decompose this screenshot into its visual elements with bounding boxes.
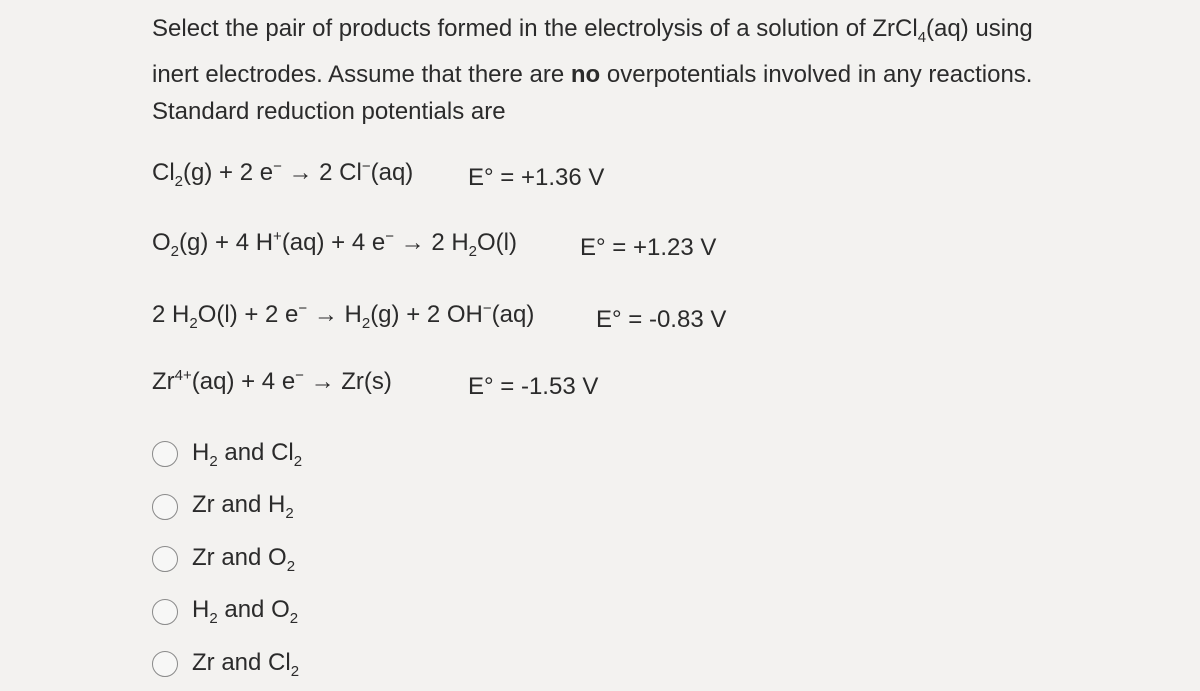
subscript: 2 [289, 610, 299, 628]
opt-text: H [192, 596, 210, 624]
radio-button[interactable] [152, 494, 178, 520]
radio-button[interactable] [152, 441, 178, 467]
option-zr-and-h2[interactable] [152, 481, 302, 534]
potential-value: E° = -1.53 V [468, 373, 599, 400]
eq-text: O [152, 229, 171, 256]
potential-value: E° = +1.36 V [468, 164, 605, 191]
option-label [192, 439, 302, 470]
eq-text: → H [307, 301, 362, 328]
superscript: − [482, 300, 492, 317]
option-label [192, 491, 294, 522]
subscript: 2 [285, 505, 294, 523]
opt-text: Zr and O [192, 543, 287, 571]
superscript: − [273, 158, 282, 175]
subscript: 2 [209, 610, 218, 628]
eq-text: (g) + 2 e [183, 159, 274, 186]
question-line-1-end: (aq) using [926, 15, 1033, 42]
question-line-1 [152, 10, 1152, 56]
answer-options [152, 428, 302, 691]
opt-text: and Cl [217, 438, 294, 466]
superscript: 4+ [174, 367, 192, 384]
equation-water-reduction [152, 300, 727, 333]
subscript: 2 [468, 243, 478, 260]
opt-text: Zr and Cl [192, 648, 291, 676]
option-zr-and-cl2[interactable] [152, 638, 302, 691]
option-h2-and-cl2[interactable] [152, 428, 302, 481]
eq-text: O(l) [477, 229, 517, 256]
potential-value: E° = +1.23 V [580, 234, 717, 261]
option-zr-and-o2[interactable] [152, 533, 302, 586]
equation-oxygen [152, 228, 717, 261]
superscript: − [361, 158, 371, 175]
subscript: 4 [917, 29, 927, 46]
opt-text: H [192, 438, 210, 466]
superscript: − [295, 367, 304, 384]
eq-text: → 2 H [393, 229, 469, 256]
eq-text: (g) + 4 H [179, 229, 274, 256]
subscript: 2 [189, 315, 198, 332]
potential-value: E° = -0.83 V [596, 306, 727, 333]
subscript: 2 [293, 452, 303, 470]
subscript: 2 [174, 173, 184, 190]
subscript: 2 [209, 452, 218, 470]
radio-button[interactable] [152, 546, 178, 572]
option-h2-and-o2[interactable] [152, 586, 302, 639]
opt-text: and O [217, 596, 290, 624]
subscript: 2 [290, 662, 300, 680]
radio-button[interactable] [152, 651, 178, 677]
superscript: − [298, 300, 308, 317]
eq-text: (aq) + 4 e [191, 368, 296, 395]
subscript: 2 [361, 315, 371, 332]
emphasis-no: no [570, 61, 601, 88]
radio-button[interactable] [152, 599, 178, 625]
question-line-1-text: Select the pair of products formed in the electrolysis of a solution of ZrCl [152, 15, 918, 42]
eq-text: O(l) + 2 e [197, 301, 299, 328]
eq-text: (aq) [491, 301, 535, 328]
option-label [192, 649, 299, 680]
eq-text: Zr [152, 368, 175, 395]
eq-text: → Zr(s) [303, 368, 392, 395]
eq-text: (aq) + 4 e [281, 229, 386, 256]
subscript: 2 [286, 557, 296, 575]
option-label [192, 544, 295, 575]
question-line-2 [152, 56, 1152, 93]
eq-text: Cl [152, 159, 175, 186]
equation-chlorine [152, 158, 605, 191]
equation-zirconium [152, 367, 599, 400]
option-label [192, 596, 298, 627]
superscript: − [385, 228, 394, 245]
question-line-2-start: inert electrodes. Assume that there are [152, 61, 571, 88]
eq-text: 2 H [152, 301, 190, 328]
eq-text: (g) + 2 OH [370, 301, 483, 328]
superscript: + [273, 228, 282, 245]
question-line-2-end: overpotentials involved in any reactions. [600, 61, 1033, 88]
eq-text: → 2 Cl [281, 159, 362, 186]
opt-text: Zr and H [192, 491, 286, 519]
subscript: 2 [170, 243, 180, 260]
question-text [152, 10, 1152, 130]
eq-text: (aq) [370, 159, 414, 186]
question-line-3: Standard reduction potentials are [152, 98, 506, 125]
